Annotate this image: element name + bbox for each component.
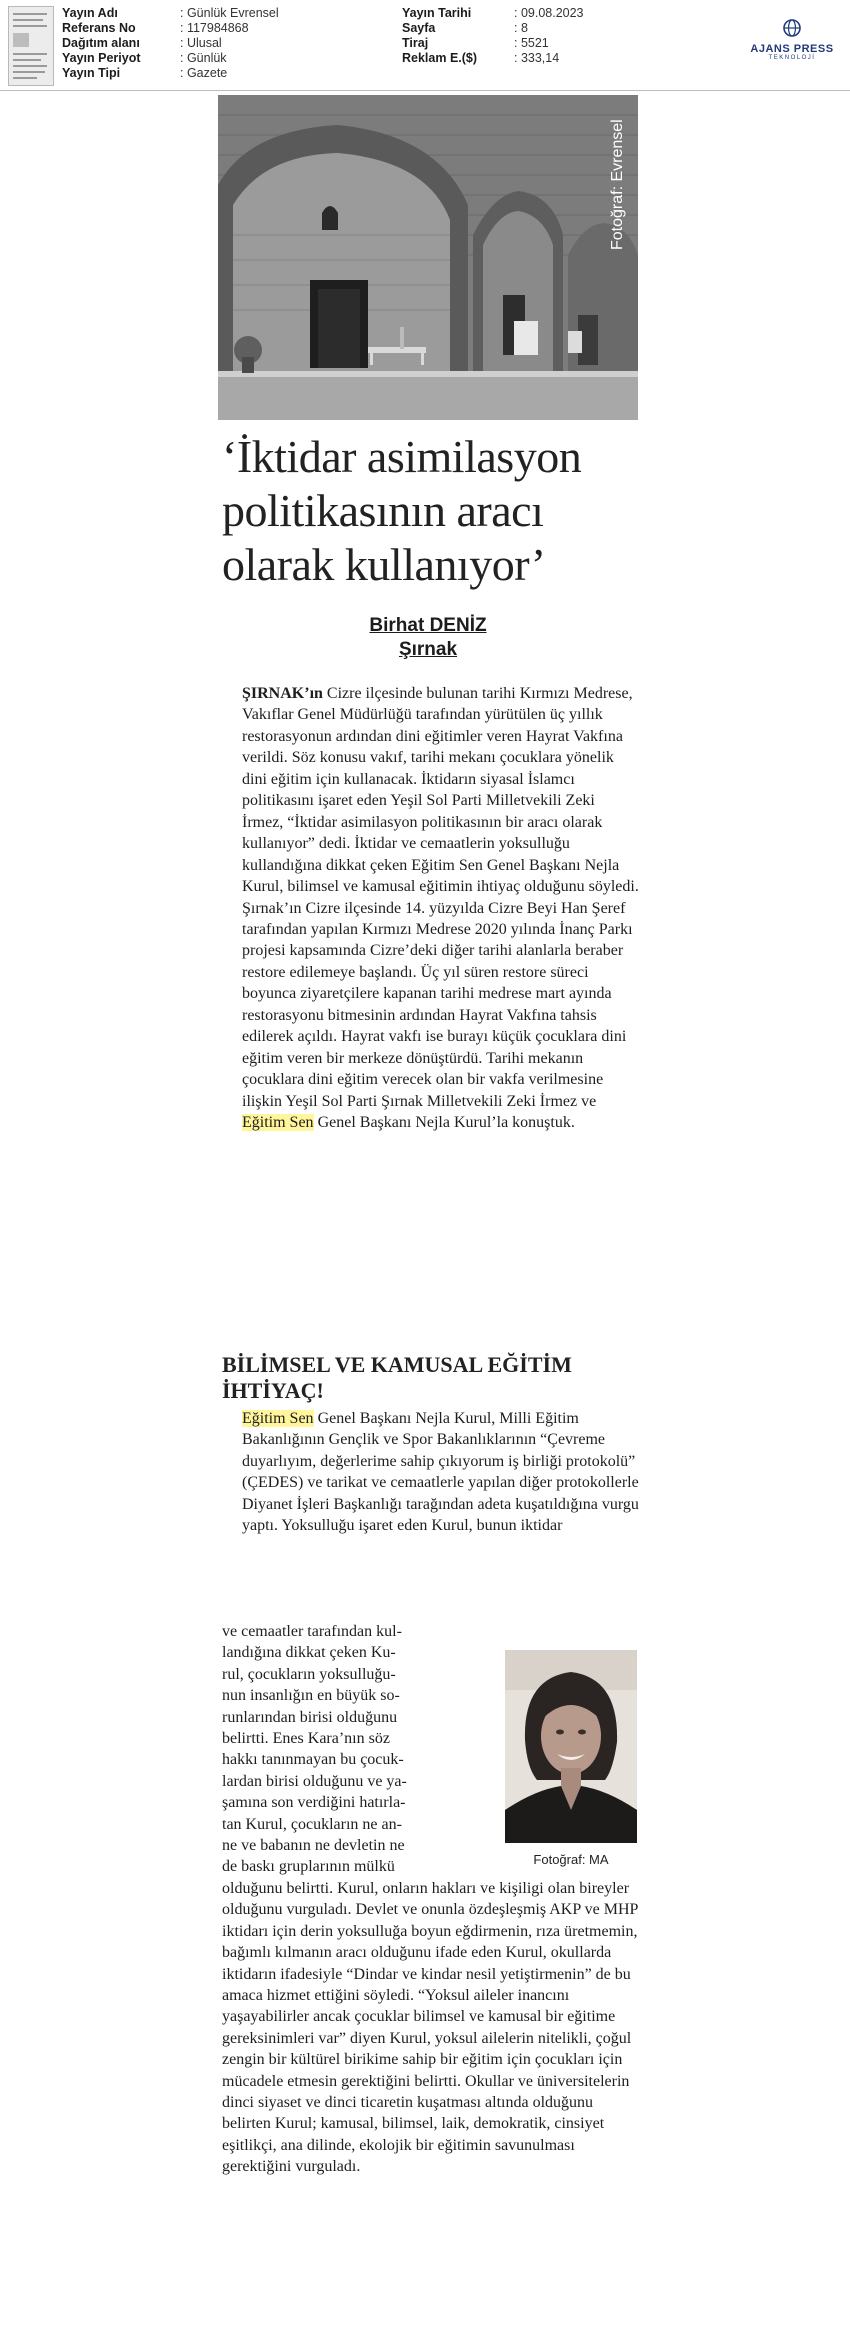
paragraph-text: Genel Başkanı Nejla Kurul, Milli Eğitim Bakanlığının Gençlik ve Spor Bakanlıklarının “Çevreme duyarlıyım, değerlerime sahip çıkıyorum iş birliği protokolü” (ÇEDES) ve tarikat ve cemaatlerle yapılan diğer protokollerle Diyanet İşleri Başkanlığı tarağından adeta kuşatıldığına vurgu yaptı. Yoksulluğu işaret eden Kurul, bunun iktidar xyxy=(242,1410,639,1535)
portrait-photo xyxy=(505,1650,637,1843)
meta-label: Yayın Tarihi xyxy=(402,6,472,20)
text-line: belirtti. Enes Kara’nın söz xyxy=(222,1730,390,1748)
meta-value: : 09.08.2023 xyxy=(514,6,584,20)
header-divider xyxy=(0,90,850,91)
article-body xyxy=(222,683,640,1134)
meta-label: Reklam E.($) xyxy=(402,51,478,65)
meta-value: : 5521 xyxy=(514,36,549,50)
text-line: rul, çocukların yoksulluğu- xyxy=(222,1665,396,1683)
paragraph xyxy=(222,1408,640,1536)
paragraph: olduğunu belirtti. Kurul, onların hakları ve kişiligi olan bireyler olduğunu vurguladı. Devlet ve onunla özdeşleşmiş AKP ve MHP iktidarı için derin yoksulluğa boyun eğdirmenin, rıza üretmemin, bağımlı kılmanın aracı olduğunu ifade eden Kurul, okullarda iktidarın ifadesiyle “Dindar ve kindar nesil yetiştirmenin” de bu amaca hizmet ettiğini söyledi. “Yoksul aileler inancını yaşayabilirler ancak çocuklar bilimsel ve kamusal bir eğitime gereksinimleri var” diyen Kurul, yoksul ailelerin nitelikli, çoğul zengin bir kültürel birikime sahip bir eğitim için çocukları için mücadele etmesin gerektiğini belirtti. Okullar ve üniversitelerin dinci siyaset ve dinci ticaretin kuşatması altında olduğunu belirten Kurul; kamusal, bilimsel, laik, demokratik, cinsiyet eşitlikçi, ana dilinde, ekolojik bir eğitimin savunulması gerektiğini vurguladı. xyxy=(222,1879,638,2176)
paragraph xyxy=(222,683,640,898)
text-line: tan Kurul, çocukların ne an- xyxy=(222,1815,402,1833)
text-line: runlarından birisi olduğunu xyxy=(222,1708,398,1726)
subheading: BİLİMSEL VE KAMUSAL EĞİTİM İHTİYAÇ! xyxy=(222,1352,572,1403)
byline xyxy=(218,614,638,662)
text-line: lardan birisi olduğunu ve ya- xyxy=(222,1772,407,1790)
globe-icon xyxy=(782,18,802,38)
paragraph-text: Cizre ilçesinde bulunan tarihi Kırmızı Medrese, Vakıflar Genel Müdürlüğü tarafından yürütülen üç yıllık restorasyonun ardından dini eğitimler veren Hayrat Vakfına verildi. Söz konusu vakıf, tarihi mekanı çocuklara yönelik dini eğitim için kullanacak. İktidarın siyasal İslamcı politikasını işaret eden Yeşil Sol Parti Milletvekili Zeki İrmez, “İktidar asimilasyon politikasının bir aracı olarak kullanıyor” dedi. İktidar ve cemaatlerin yoksulluğu kullandığına dikkat çeken Eğitim Sen Genel Başkanı Nejla Kurul, bilimsel ve kamusal eğitimin ihtiyaç olduğunu söyledi. xyxy=(242,685,639,896)
meta-label: Yayın Tipi xyxy=(62,66,121,80)
meta-label: Tiraj xyxy=(402,36,429,50)
text-line: ne ve babanın ne devletin ne xyxy=(222,1837,405,1855)
meta-label: Referans No xyxy=(62,21,136,35)
text-line: de baskı gruplarının mülkü xyxy=(222,1858,395,1876)
portrait-credit: Fotoğraf: MA xyxy=(533,1852,609,1867)
meta-value: : 333,14 xyxy=(514,51,560,65)
text-line: şamına son verdiğini hatırla- xyxy=(222,1794,406,1812)
meta-value: : Günlük xyxy=(180,51,227,65)
meta-value: : Günlük Evrensel xyxy=(180,6,279,20)
author-location: Şırnak xyxy=(398,639,458,660)
meta-label: Yayın Periyot xyxy=(62,51,141,65)
meta-value: : Gazete xyxy=(180,66,228,80)
author-name: Birhat DENİZ xyxy=(369,615,487,636)
text-line: hakkı tanınmayan bu çocuk- xyxy=(222,1751,404,1769)
logo-name: AJANS PRESS xyxy=(750,43,834,55)
headline: ‘İktidar asimilasyon politikasının aracı olarak kullanıyor’ xyxy=(222,431,582,590)
meta-label: Sayfa xyxy=(402,21,436,35)
text-line: ve cemaatler tarafından kul- xyxy=(222,1623,402,1640)
dateline: ŞIRNAK’ın xyxy=(242,685,323,702)
meta-value: : 8 xyxy=(514,21,528,35)
text-line: nun insanlığın en büyük so- xyxy=(222,1687,400,1705)
paragraph-text: Şırnak’ın Cizre ilçesinde 14. yüzyılda Cizre Beyi Han Şeref tarafından yapılan Kırmızı Medrese 2020 yılında İnanç Parkı projesi kapsamında Cizre’deki diğer tarihi alanlarla beraber restore edilemeye başlandı. Üç yıl süren restore süreci boyunca ziyaretçilere kapanan tarihi medrese mart ayında restorasyonu bitmesinin ardından Hayrat Vakfına tahsis edilerek açıldı. Hayrat vakfı ise burayı küçük çocuklara dini eğitim veren bir merkeze dönüştürdü. Tarihi mekanın çocuklara dini eğitim verecek olan bir vakfa verilmesine ilişkin Yeşil Sol Parti Şırnak Milletvekili Zeki İrmez ve xyxy=(242,899,633,1110)
page-thumbnail xyxy=(8,6,54,86)
highlighted-term: Eğitim Sen xyxy=(242,1114,314,1132)
logo-subtitle: TEKNOLOJİ xyxy=(768,55,816,61)
meta-value: : 117984868 xyxy=(180,21,249,35)
paragraph xyxy=(222,898,640,1134)
highlighted-term: Eğitim Sen xyxy=(242,1410,314,1427)
meta-label: Dağıtım alanı xyxy=(62,36,140,50)
article-photo xyxy=(218,95,638,420)
clipping-header xyxy=(0,0,850,92)
ajans-press-logo xyxy=(742,18,842,68)
article-body-continued xyxy=(222,1408,640,1536)
photo-credit: Fotoğraf: Evrensel xyxy=(609,119,626,250)
meta-value: : Ulusal xyxy=(180,36,222,50)
meta-label: Yayın Adı xyxy=(62,6,118,20)
paragraph-text: Genel Başkanı Nejla Kurul’la konuştuk. xyxy=(313,1114,575,1132)
text-line: landığına dikkat çeken Ku- xyxy=(222,1644,396,1662)
